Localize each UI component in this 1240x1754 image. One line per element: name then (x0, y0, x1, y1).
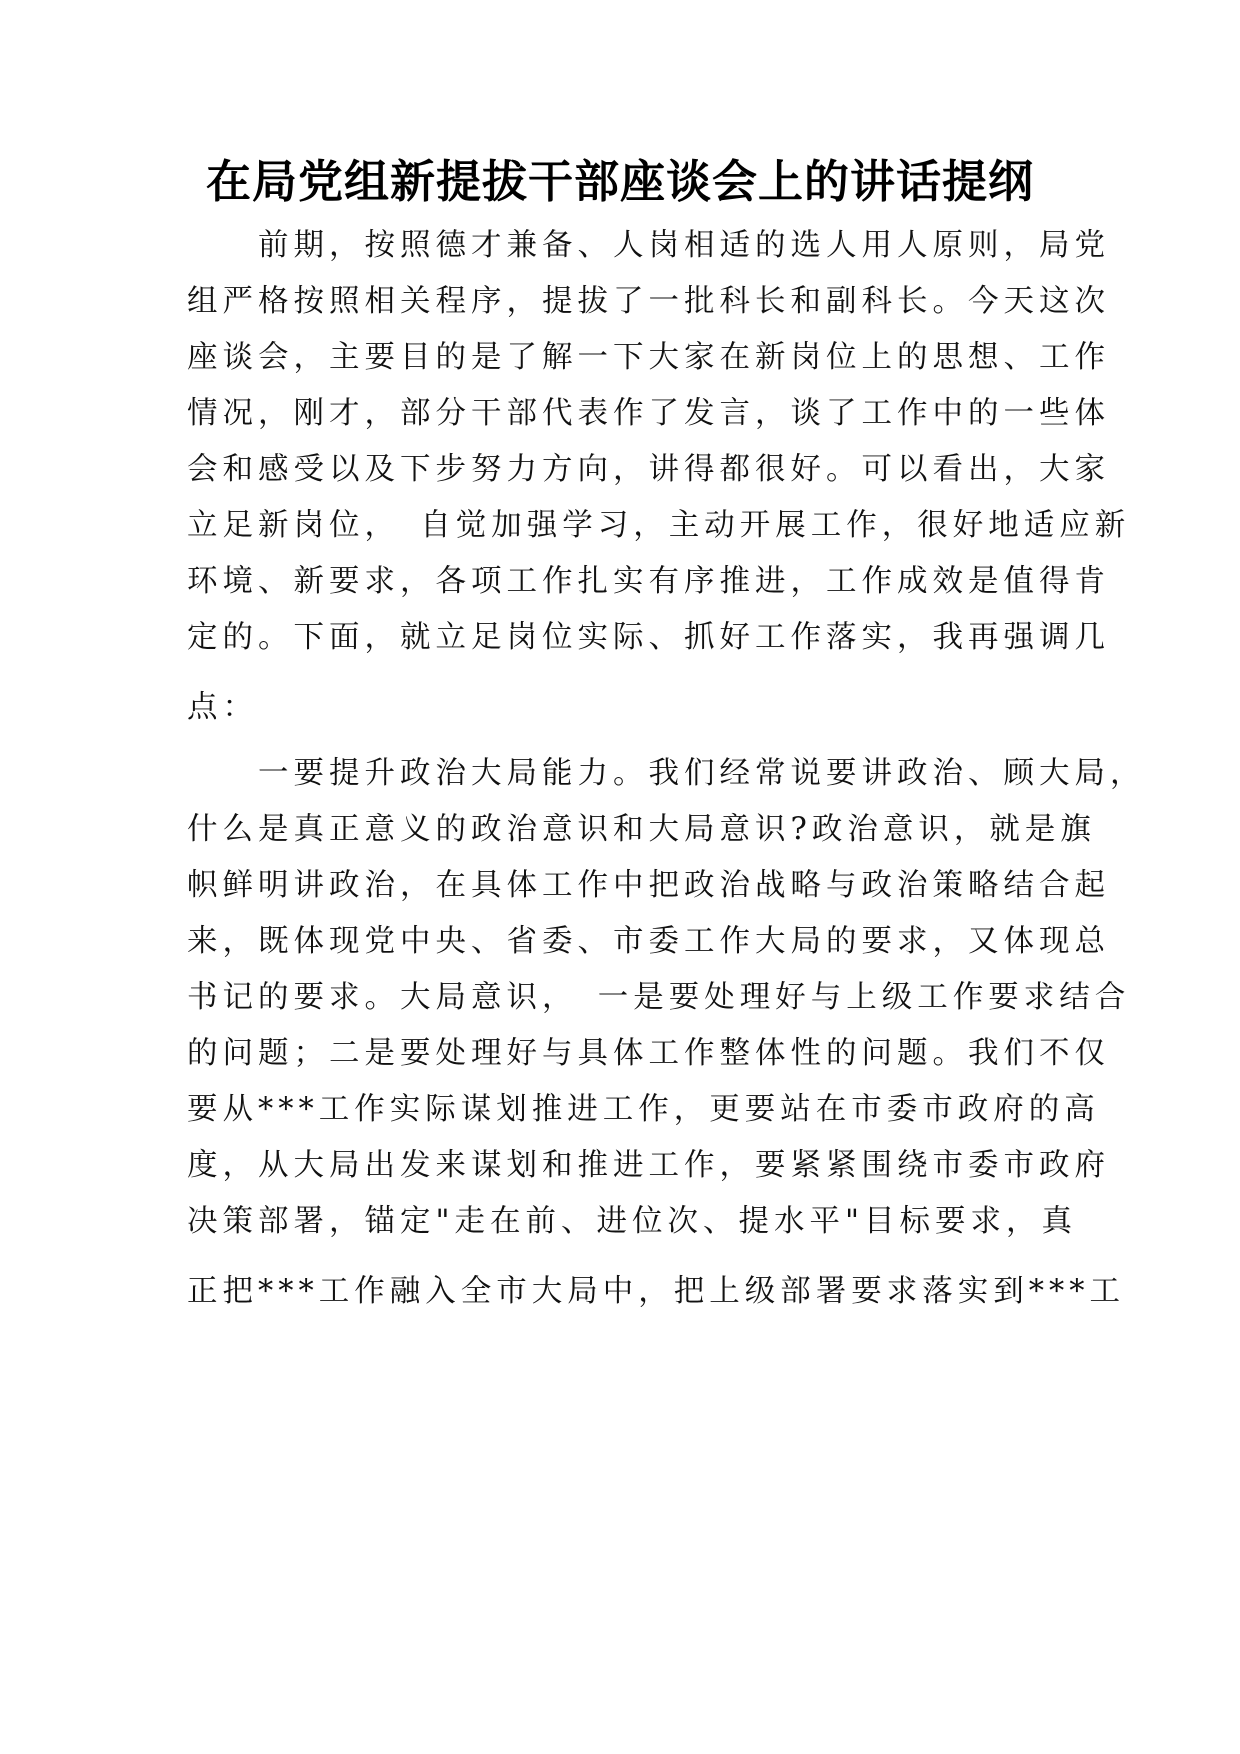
text-line: 组严格按照相关程序，提拔了一批科长和副科长。今天这次 (187, 284, 1110, 319)
text-line: 正把***工作融入全市大局中，把上级部署要求落实到***工 (187, 1274, 1125, 1309)
document-body (187, 218, 1146, 1320)
paragraph-point-one (187, 746, 1146, 1320)
text-line: 的问题；二是要处理好与具体工作整体性的问题。我们不仅 (187, 1036, 1110, 1071)
text-line: 情况，刚才，部分干部代表作了发言，谈了工作中的一些体 (187, 396, 1110, 431)
text-line: 座谈会，主要目的是了解一下大家在新岗位上的思想、工作 (187, 340, 1110, 375)
text-line: 定的。下面，就立足岗位实际、抓好工作落实，我再强调几 (187, 620, 1110, 655)
text-line: 点： (187, 690, 258, 725)
text-line: 环境、新要求，各项工作扎实有序推进，工作成效是值得肯 (187, 564, 1110, 599)
text-line: 帜鲜明讲政治，在具体工作中把政治战略与政治策略结合起 (187, 868, 1110, 903)
text-line: 前期，按照德才兼备、人岗相适的选人用人原则，局党 (187, 228, 1110, 263)
text-line: 立足新岗位， 自觉加强学习，主动开展工作，很好地适应新 (187, 508, 1131, 543)
text-line: 决策部署，锚定"走在前、进位次、提水平"目标要求，真 (187, 1204, 1078, 1239)
text-line: 会和感受以及下步努力方向，讲得都很好。可以看出，大家 (187, 452, 1110, 487)
text-line: 什么是真正意义的政治意识和大局意识?政治意识，就是旗 (187, 812, 1096, 847)
paragraph-intro (187, 218, 1131, 746)
text-line: 一要提升政治大局能力。我们经常说要讲政治、顾大局， (187, 756, 1146, 791)
text-line: 来，既体现党中央、省委、市委工作大局的要求，又体现总 (187, 924, 1110, 959)
document-title: 在局党组新提拔干部座谈会上的讲话提纲 (205, 155, 1034, 208)
text-line: 度，从大局出发来谋划和推进工作，要紧紧围绕市委市政府 (187, 1148, 1110, 1183)
text-line: 要从***工作实际谋划推进工作，更要站在市委市政府的高 (187, 1092, 1100, 1127)
text-line: 书记的要求。大局意识， 一是要处理好与上级工作要求结合 (187, 980, 1131, 1015)
